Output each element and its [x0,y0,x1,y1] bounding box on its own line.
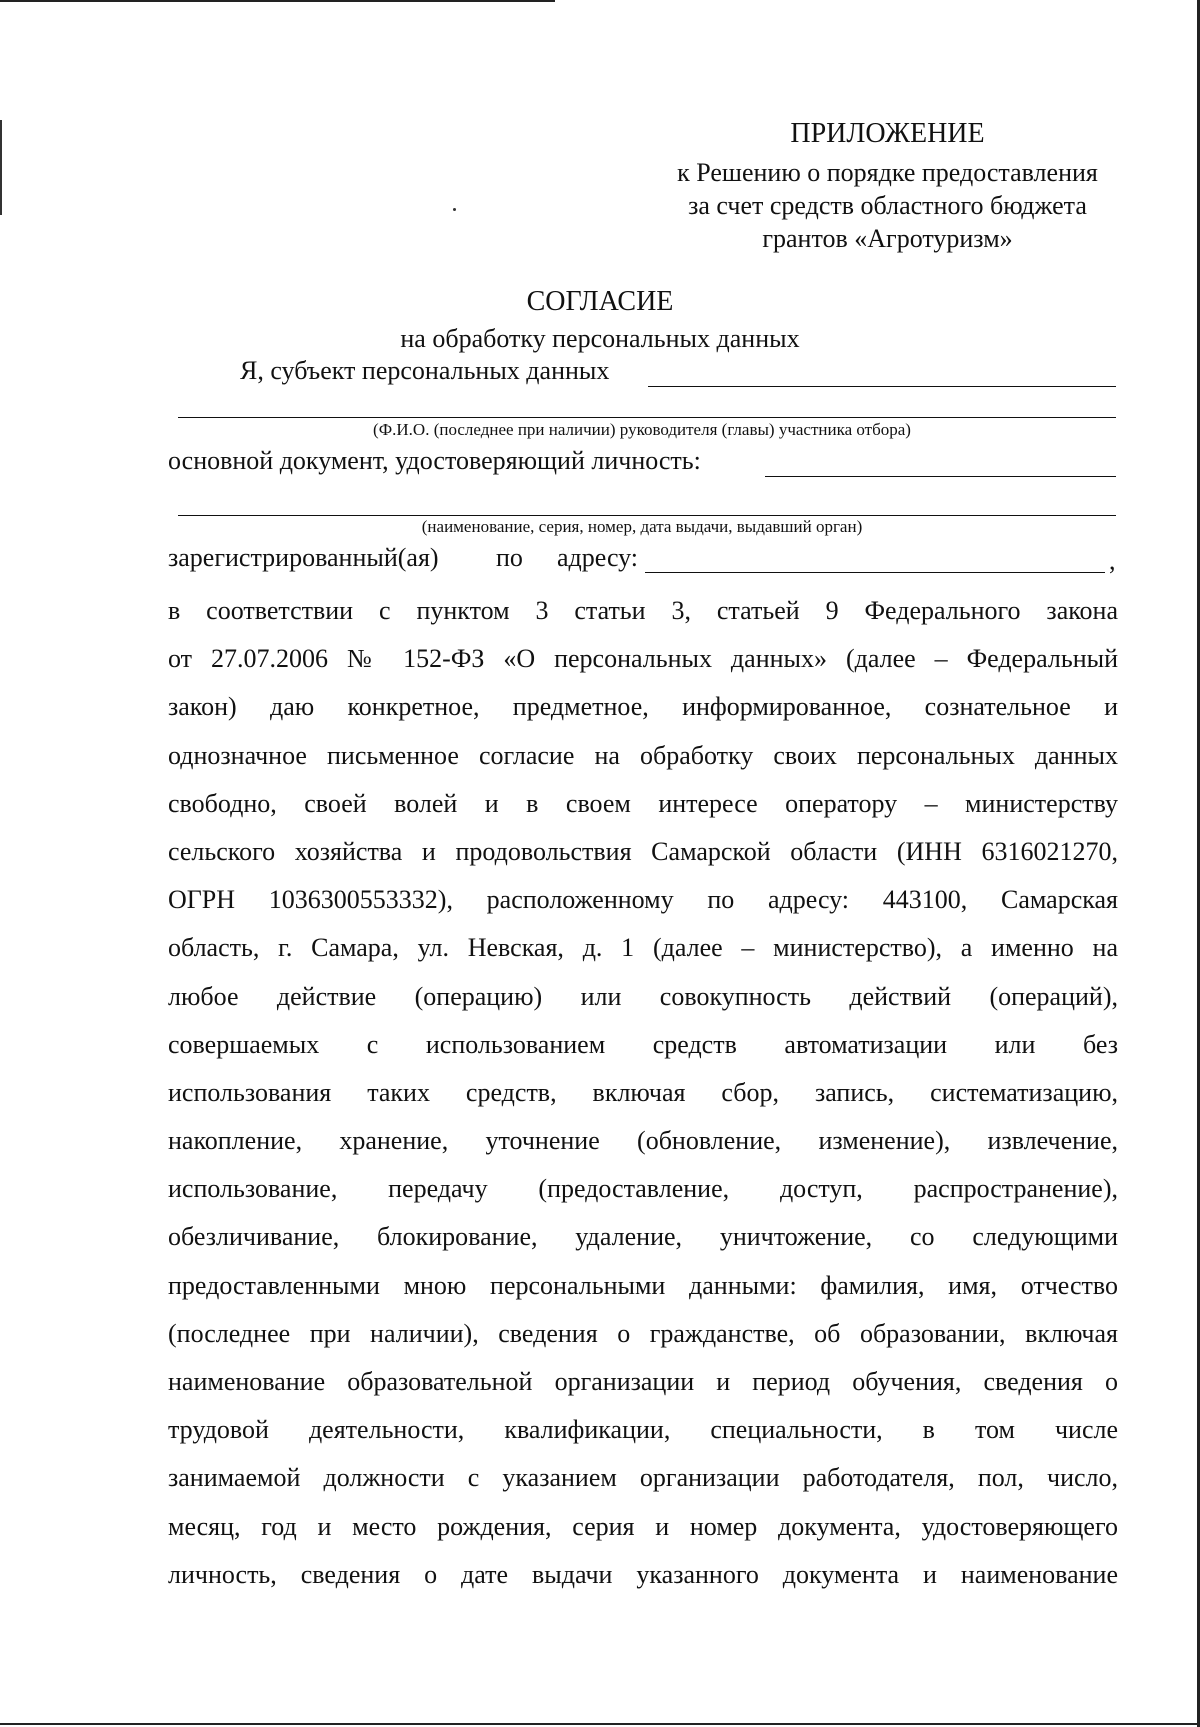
annex-line-3: грантов «Агротуризм» [762,224,1013,253]
body-line: совершаемых с использованием средств автоматизации или без [168,1029,1118,1059]
annex-line-1: к Решению о порядке предоставления [677,158,1098,187]
body-line: использования таких средств, включая сбор, запись, систематизацию, [168,1077,1118,1107]
id-doc-field[interactable] [765,476,1116,477]
subject-name-field-line2[interactable] [178,417,1116,418]
body-line: занимаемой должности с указанием организации работодателя, пол, число, [168,1463,1118,1493]
address-label-part1: зарегистрированный(ая) [168,543,439,572]
document-subtitle: на обработку персональных данных [400,324,800,353]
id-doc-caption: (наименование, серия, номер, дата выдачи, выдавший орган) [421,517,863,536]
body-line: личность, сведения о дате выдачи указанного документа и наименование [168,1559,1118,1589]
address-label-part3: адресу: [557,543,639,572]
body-line: сельского хозяйства и продовольствия Самарской области (ИНН 6316021270, [168,836,1118,866]
body-line: наименование образовательной организации и период обучения, сведения о [168,1367,1118,1396]
subject-label: Я, субъект персональных данных [240,356,610,385]
scan-edge-bottom [0,1723,1200,1725]
address-label-part2: по [496,543,523,572]
body-line: трудовой деятельности, квалификации, специальности, в том числе [168,1415,1118,1445]
fio-caption: (Ф.И.О. (последнее при наличии) руководителя (главы) участника отбора) [373,420,911,439]
body-line: использование, передачу (предоставление, доступ, распространение), [168,1174,1118,1204]
body-line: предоставленными мною персональными данными: фамилия, имя, отчество [168,1270,1118,1300]
body-line: (последнее при наличии), сведения о гражданстве, об образовании, включая [168,1318,1118,1348]
document-title: СОГЛАСИЕ [526,286,674,317]
address-comma: , [1109,546,1116,575]
body-line: ОГРН 1036300553332), расположенному по адресу: 443100, Самарская [168,885,1118,915]
scan-speck [453,208,456,211]
body-line: накопление, хранение, уточнение (обновление, изменение), извлечение, [168,1126,1118,1156]
id-doc-field-line2[interactable] [178,515,1116,516]
body-line: закон) даю конкретное, предметное, информированное, сознательное и [168,692,1118,722]
body-line: обезличивание, блокирование, удаление, уничтожение, со следующими [168,1222,1118,1252]
subject-name-field[interactable] [648,386,1116,387]
body-line: от 27.07.2006 № 152-ФЗ «О персональных данных» (далее – Федеральный [168,644,1118,674]
body-line: однозначное письменное согласие на обработку своих персональных данных [168,740,1118,770]
scan-edge-top [0,0,555,2]
body-line: месяц, год и место рождения, серия и номер документа, удостоверяющего [168,1511,1118,1541]
body-line: свободно, своей волей и в своем интересе оператору – министерству [168,788,1118,818]
body-line: любое действие (операцию) или совокупность действий (операций), [168,981,1118,1011]
body-line: область, г. Самара, ул. Невская, д. 1 (далее – министерство), а именно на [168,933,1118,963]
address-field[interactable] [645,572,1105,573]
id-doc-label: основной документ, удостоверяющий личность: [168,446,701,475]
annex-line-2: за счет средств областного бюджета [688,191,1087,220]
body-line: в соответствии с пунктом 3 статьи 3, статьей 9 Федерального закона [168,596,1118,625]
consent-body [168,587,1118,1599]
annex-title: ПРИЛОЖЕНИЕ [790,118,985,149]
scan-edge-left [0,120,2,215]
